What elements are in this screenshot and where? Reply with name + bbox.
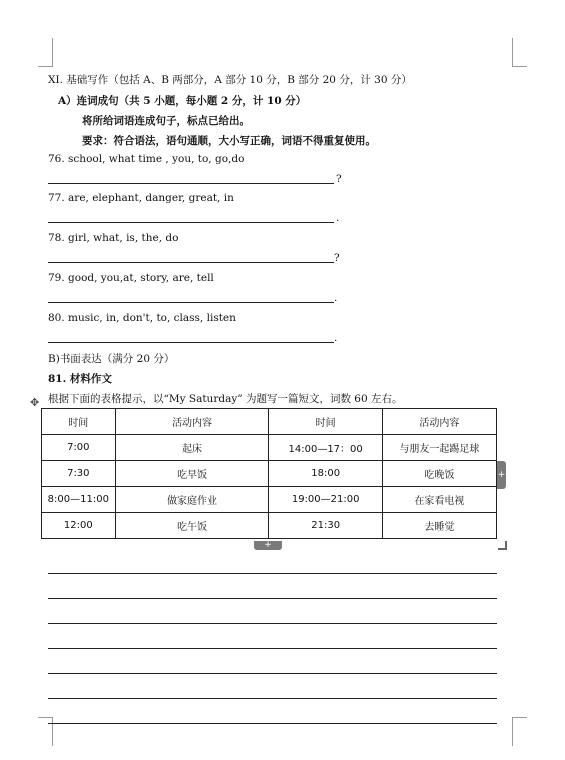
- table-cell: 与朋友一起踢足球: [382, 435, 496, 461]
- task-title: 81. 材料作文: [48, 373, 112, 385]
- table-cell: 吃早饭: [115, 461, 269, 487]
- question-77: 77. are, elephant, danger, great, in: [48, 192, 234, 204]
- answer-line-76[interactable]: [48, 183, 334, 184]
- part-a-instruction: 将所给词语连成句子，标点已给出。: [82, 115, 250, 127]
- question-79-punct: .: [334, 292, 338, 304]
- answer-line-77[interactable]: [48, 222, 334, 223]
- crop-mark: [512, 717, 527, 732]
- table-cell: 14:00—17：00: [269, 435, 382, 461]
- table-cell: 21:30: [269, 513, 382, 539]
- table-row: [42, 487, 497, 513]
- table-cell: 吃午饭: [115, 513, 269, 539]
- table-cell: 7:30: [42, 461, 116, 487]
- answer-line-80[interactable]: [48, 342, 334, 343]
- table-cell: 起床: [115, 435, 269, 461]
- table-header: 时间: [42, 409, 116, 435]
- table-header: 活动内容: [382, 409, 496, 435]
- part-b-heading: B)书面表达（满分 20 分）: [48, 353, 175, 365]
- writing-line[interactable]: [48, 623, 497, 624]
- table-cell: 做家庭作业: [115, 487, 269, 513]
- question-80: 80. music, in, don't, to, class, listen: [48, 312, 236, 324]
- question-78: 78. girl, what, is, the, do: [48, 232, 179, 244]
- table-header: 活动内容: [115, 409, 269, 435]
- writing-line[interactable]: [48, 673, 497, 674]
- writing-line[interactable]: [48, 723, 497, 724]
- crop-mark: [512, 38, 513, 52]
- crop-mark: [38, 52, 53, 67]
- question-78-punct: ?: [334, 252, 340, 264]
- table-cell: 19:00—21:00: [269, 487, 382, 513]
- add-column-button[interactable]: [497, 461, 506, 489]
- crop-mark: [512, 52, 527, 67]
- table-header: 时间: [269, 409, 382, 435]
- table-cell: 7:00: [42, 435, 116, 461]
- schedule-table: [41, 408, 497, 539]
- question-76-punct: ?: [336, 173, 342, 185]
- table-row: [42, 435, 497, 461]
- question-79: 79. good, you,at, story, are, tell: [48, 272, 214, 284]
- crop-mark: [52, 38, 53, 52]
- move-icon[interactable]: ✥: [30, 396, 40, 409]
- writing-line[interactable]: [48, 698, 497, 699]
- table-cell: 12:00: [42, 513, 116, 539]
- table-cell: 18:00: [269, 461, 382, 487]
- question-77-punct: .: [336, 212, 340, 224]
- table-header-row: [42, 409, 497, 435]
- writing-line[interactable]: [48, 648, 497, 649]
- table-row: [42, 513, 497, 539]
- table-cell: 吃晚饭: [382, 461, 496, 487]
- table-row: [42, 461, 497, 487]
- crop-mark: [38, 717, 53, 732]
- task-prompt: 根据下面的表格提示，以“My Saturday” 为题写一篇短文，词数 60 左右。: [48, 393, 403, 405]
- plus-icon: +: [264, 540, 272, 550]
- plus-icon: +: [497, 470, 506, 480]
- question-80-punct: .: [334, 332, 338, 344]
- part-a-heading: A）连词成句（共 5 小题，每小题 2 分，计 10 分）: [58, 95, 307, 107]
- table-cell: 去睡觉: [382, 513, 496, 539]
- add-row-button[interactable]: [254, 541, 282, 550]
- resize-icon[interactable]: [498, 541, 507, 550]
- crop-mark: [52, 732, 53, 746]
- table-cell: 8:00—11:00: [42, 487, 116, 513]
- writing-line[interactable]: [48, 573, 497, 574]
- answer-line-79[interactable]: [48, 302, 334, 303]
- crop-mark: [512, 732, 513, 746]
- answer-line-78[interactable]: [48, 262, 334, 263]
- section-title: XI. 基础写作（包括 A、B 两部分，A 部分 10 分，B 部分 20 分，计 30 分）: [48, 74, 412, 86]
- part-a-requirement: 要求：符合语法，语句通顺，大小写正确，词语不得重复使用。: [82, 135, 376, 147]
- table-cell: 在家看电视: [382, 487, 496, 513]
- question-76: 76. school, what time , you, to, go,do: [48, 153, 245, 165]
- writing-line[interactable]: [48, 598, 497, 599]
